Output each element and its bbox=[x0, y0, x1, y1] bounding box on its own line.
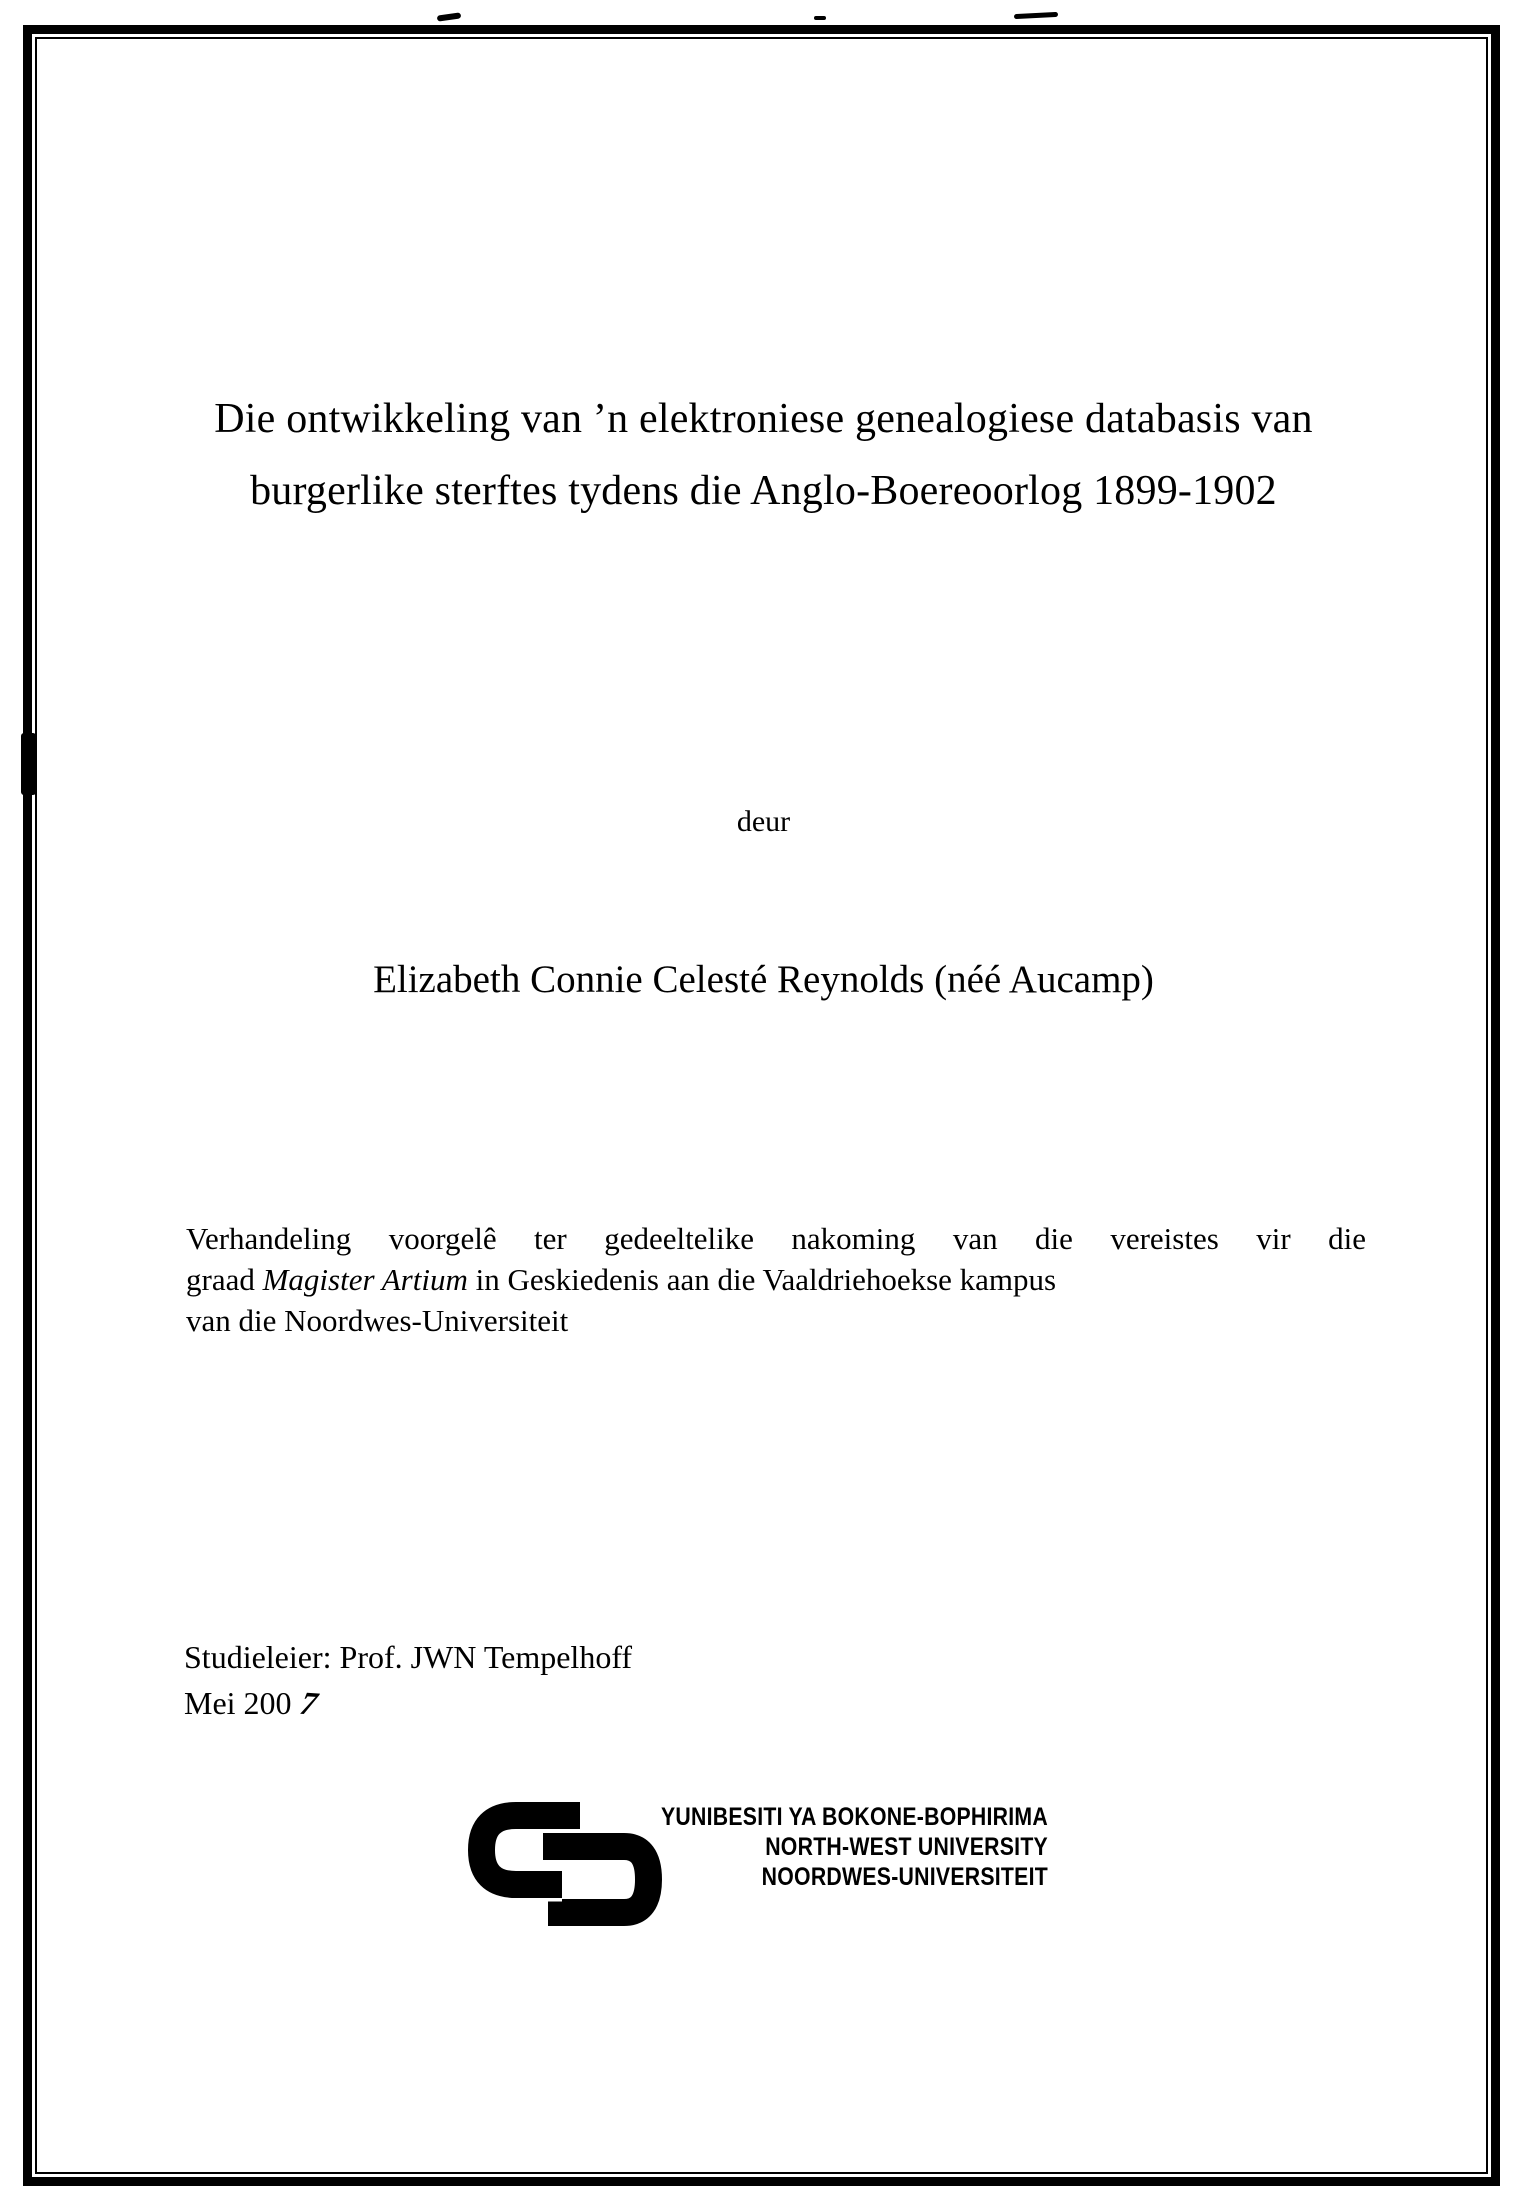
nwu-logo-text bbox=[572, 1802, 1048, 1892]
author-name: Elizabeth Connie Celesté Reynolds (néé Aucamp) bbox=[373, 958, 1154, 1001]
byline-deur: deur bbox=[736, 805, 791, 838]
logo-text-afrikaans: NOORDWES-UNIVERSITEIT bbox=[761, 1863, 1048, 1891]
statement-degree-name: Magister Artium bbox=[262, 1262, 468, 1297]
statement-line2 bbox=[186, 1259, 1366, 1300]
statement-line3: van die Noordwes-Universiteit bbox=[186, 1303, 569, 1338]
date-final-digit: 7 bbox=[293, 1684, 324, 1722]
scan-artifact bbox=[1014, 12, 1058, 19]
logo-text-setswana: YUNIBESITI YA BOKONE-BOPHIRIMA bbox=[660, 1803, 1048, 1831]
scan-artifact bbox=[814, 16, 826, 20]
credits-block bbox=[184, 1634, 632, 1726]
thesis-title-line2: burgerlike sterftes tydens die Anglo-Boereoorlog 1899-1902 bbox=[250, 468, 1277, 514]
date-line bbox=[184, 1680, 632, 1726]
thesis-title-line1: Die ontwikkeling van ’n elektroniese genealogiese databasis van bbox=[214, 396, 1313, 442]
scan-artifact bbox=[437, 12, 462, 21]
thesis-title bbox=[0, 383, 1527, 527]
scan-artifact bbox=[21, 733, 36, 795]
statement-line2-post: in Geskiedenis aan die Vaaldriehoekse kampus bbox=[467, 1262, 1057, 1297]
date-prefix: Mei 200 bbox=[184, 1685, 292, 1721]
statement-line2-pre: graad bbox=[186, 1262, 263, 1297]
logo-text-english: NORTH-WEST UNIVERSITY bbox=[765, 1833, 1048, 1861]
thesis-statement bbox=[186, 1218, 1366, 1341]
statement-line1: Verhandeling voorgelê ter gedeeltelike nakoming van die vereistes vir die bbox=[186, 1221, 1366, 1256]
supervisor-line: Studieleier: Prof. JWN Tempelhoff bbox=[184, 1639, 633, 1675]
